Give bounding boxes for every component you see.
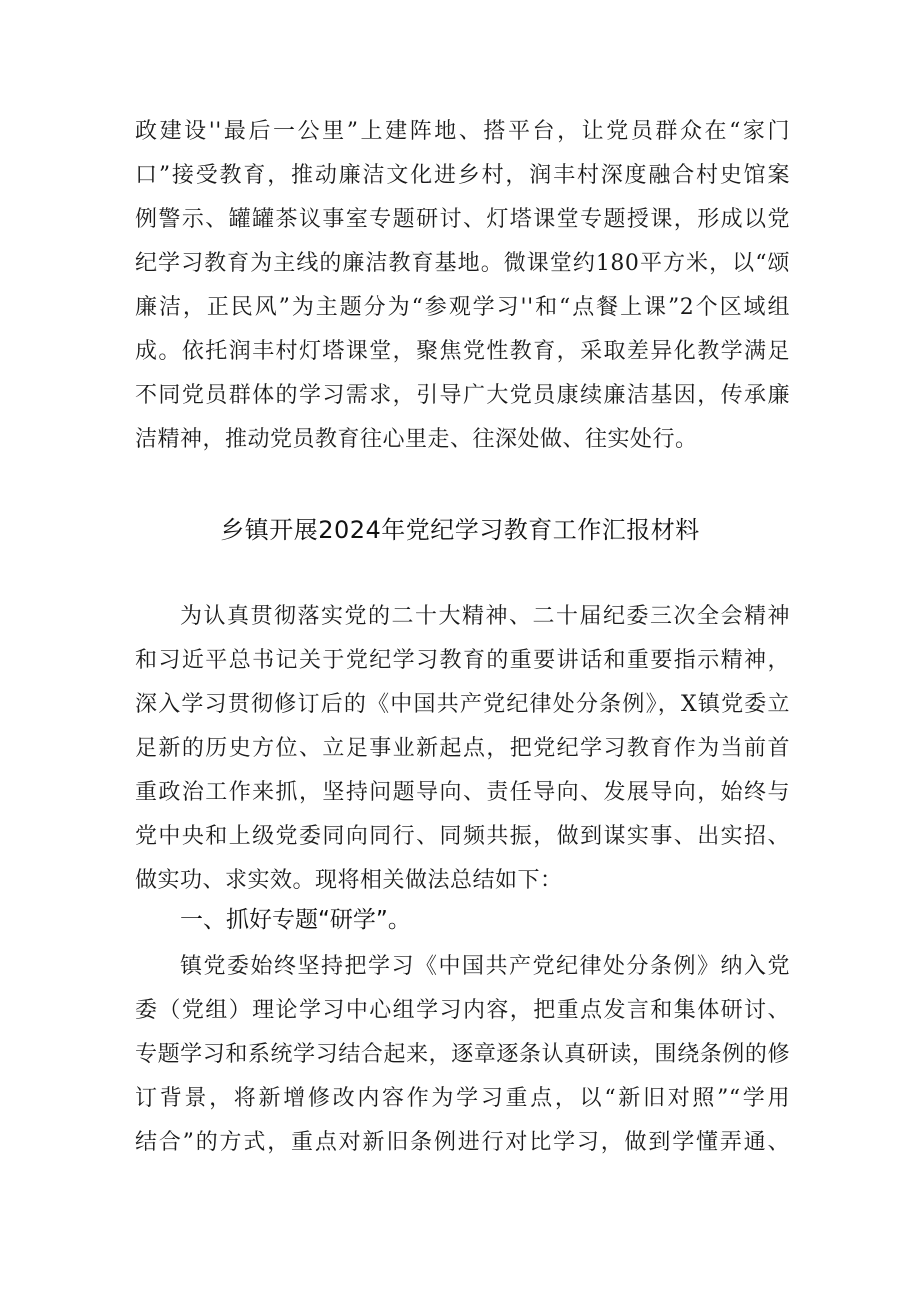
intro-line-6: 党中央和上级党委同向同行、同频共振，做到谋实事、出实招、: [135, 824, 790, 849]
continuation-line-2: 口”接受教育，推动廉洁文化进乡村，润丰村深度融合村史馆案: [135, 163, 790, 188]
intro-line-3: 深入学习贯彻修订后的《中国共产党纪律处分条例》，X镇党委立: [135, 692, 790, 717]
continuation-line-6: 成。依托润丰村灯塔课堂，聚焦党性教育，采取差异化教学满足: [135, 339, 790, 364]
document-title: 乡镇开展2024年党纪学习教育工作汇报材料: [220, 516, 700, 544]
section-line-4: 订背景，将新增修改内容作为学习重点，以“新旧对照”“学用: [135, 1086, 790, 1111]
section-line-3: 专题学习和系统学习结合起来，逐章逐条认真研读，围绕条例的修: [135, 1042, 790, 1067]
continuation-line-1: 政建设''最后一公里”上建阵地、搭平台，让党员群众在“家门: [135, 119, 790, 144]
continuation-line-4: 纪学习教育为主线的廉洁教育基地。微课堂约180平方米，以“颂: [135, 251, 790, 276]
intro-line-2: 和习近平总书记关于党纪学习教育的重要讲话和重要指示精神，: [135, 648, 790, 673]
section-line-2: 委（党组）理论学习中心组学习内容，把重点发言和集体研讨、: [135, 998, 790, 1023]
continuation-line-3: 例警示、罐罐茶议事室专题研讨、灯塔课堂专题授课，形成以党: [135, 207, 790, 232]
intro-line-4: 足新的历史方位、立足事业新起点，把党纪学习教育作为当前首: [135, 736, 790, 761]
continuation-line-7: 不同党员群体的学习需求，引导广大党员康续廉洁基因，传承廉: [135, 383, 790, 408]
section-line-1: 镇党委始终坚持把学习《中国共产党纪律处分条例》纳入党: [180, 954, 790, 979]
intro-line-7: 做实功、求实效。现将相关做法总结如下：: [135, 868, 563, 893]
continuation-line-5: 廉洁，正民风”为主题分为“参观学习''和“点餐上课”2个区域组: [135, 295, 790, 320]
intro-line-5: 重政治工作来抓，坚持问题导向、责任导向、发展导向，始终与: [135, 780, 790, 805]
intro-line-1: 为认真贯彻落实党的二十大精神、二十届纪委三次全会精神: [180, 604, 790, 629]
section-line-5: 结合”的方式，重点对新旧条例进行对比学习，做到学懂弄通、: [135, 1130, 790, 1155]
continuation-line-8: 洁精神，推动党员教育往心里走、往深处做、往实处行。: [135, 427, 698, 452]
section-heading: 一、抓好专题“研学”。: [180, 907, 411, 933]
